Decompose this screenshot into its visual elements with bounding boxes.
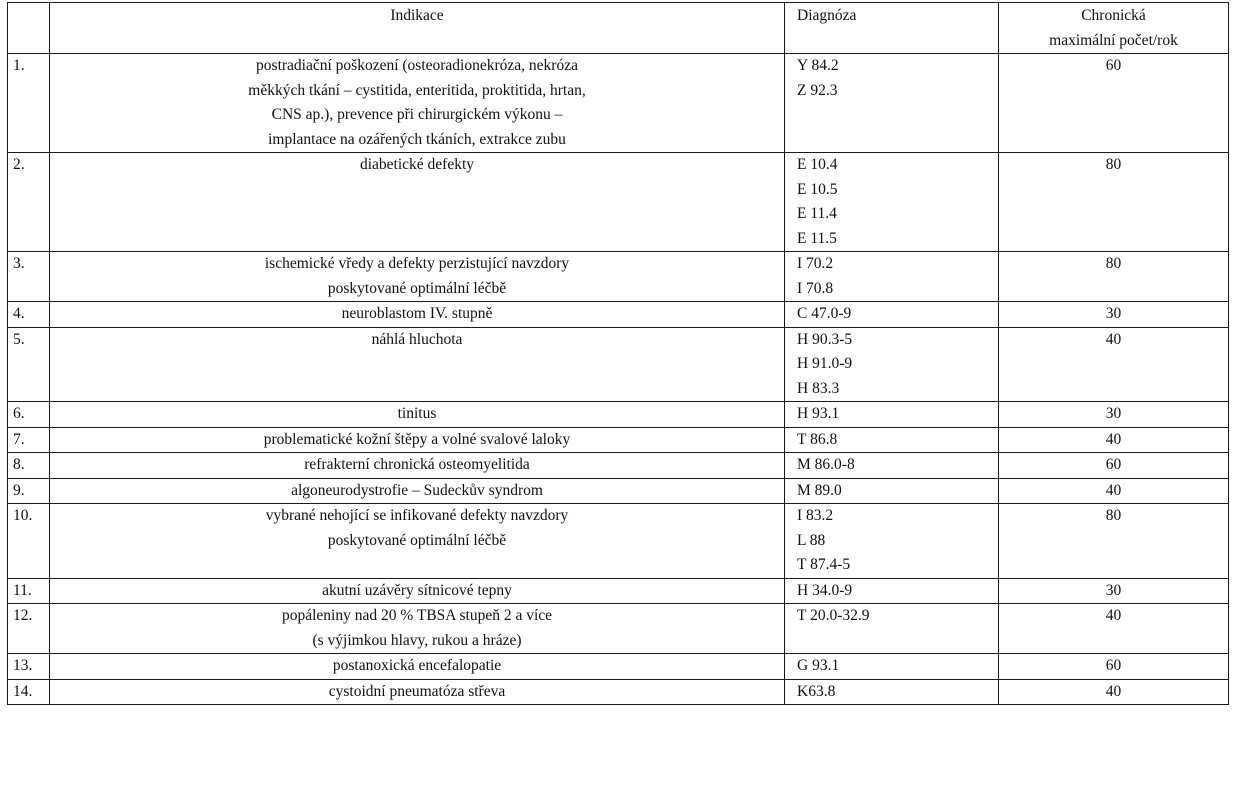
diagnosis-cell	[785, 578, 999, 604]
table-row	[8, 604, 1229, 654]
row-number-cell	[8, 679, 50, 705]
max-per-year-value: 40	[1105, 682, 1122, 700]
row-number-cell	[8, 153, 50, 252]
row-number: 6.	[13, 405, 25, 422]
diagnosis-code: M 86.0-8	[797, 456, 855, 473]
indication-text-line: neuroblastom IV. stupně	[341, 305, 493, 322]
header-diagnosis: Diagnóza	[785, 3, 999, 54]
diagnosis-cell	[785, 654, 999, 680]
diagnosis-cell	[785, 427, 999, 453]
table-row	[8, 427, 1229, 453]
row-number-cell	[8, 54, 50, 153]
indication-text-line: akutní uzávěry sítnicové tepny	[322, 581, 512, 599]
table-row	[8, 252, 1229, 302]
diagnosis-cell	[785, 402, 999, 428]
diagnosis-code: E 10.4	[797, 156, 838, 173]
max-per-year-cell	[999, 252, 1229, 302]
table-row	[8, 327, 1229, 402]
indication-cell	[50, 478, 785, 504]
indication-text-line: tinitus	[397, 405, 437, 422]
indication-cell	[50, 654, 785, 680]
indication-cell	[50, 153, 785, 252]
table-row	[8, 478, 1229, 504]
diagnosis-cell	[785, 679, 999, 705]
table-header-row	[8, 3, 1229, 54]
table-row	[8, 578, 1229, 604]
diagnosis-code: H 83.3	[797, 379, 840, 397]
diagnosis-code: L 88	[797, 531, 826, 549]
diagnosis-cell	[785, 153, 999, 252]
max-per-year-value: 40	[1105, 607, 1122, 624]
diagnosis-code: E 10.5	[797, 180, 838, 198]
diagnosis-cell	[785, 54, 999, 153]
indication-text-line: problematické kožní štěpy a volné svalové laloky	[263, 430, 571, 448]
max-per-year-value: 60	[1105, 57, 1122, 74]
max-per-year-value: 80	[1105, 156, 1122, 173]
diagnosis-code: G 93.1	[797, 657, 840, 674]
indication-cell	[50, 604, 785, 654]
row-number-cell	[8, 478, 50, 504]
diagnosis-code: Z 92.3	[797, 81, 838, 99]
row-number: 14.	[13, 682, 33, 700]
diagnosis-cell	[785, 453, 999, 479]
row-number-cell	[8, 327, 50, 402]
indication-text-line: implantace na ozářených tkáních, extrakce zubu	[268, 130, 566, 148]
table-row	[8, 679, 1229, 705]
max-per-year-value: 80	[1105, 255, 1122, 272]
header-max-per-year: Chronická maximální počet/rok	[999, 3, 1229, 54]
row-number: 13.	[13, 657, 33, 674]
row-number: 3.	[13, 255, 25, 272]
diagnosis-code: H 93.1	[797, 405, 840, 422]
diagnosis-code: H 91.0-9	[797, 355, 853, 372]
indication-text-line: diabetické defekty	[359, 156, 475, 173]
diagnosis-code: T 86.8	[797, 430, 838, 448]
table-row	[8, 302, 1229, 328]
max-per-year-value: 40	[1105, 430, 1122, 448]
diagnosis-code: E 11.4	[797, 205, 837, 222]
diagnosis-cell	[785, 327, 999, 402]
max-per-year-value: 30	[1105, 305, 1122, 322]
indication-cell	[50, 453, 785, 479]
diagnosis-cell	[785, 478, 999, 504]
diagnosis-code: I 70.2	[797, 255, 834, 272]
row-number-cell	[8, 427, 50, 453]
indication-text-line: ischemické vředy a defekty perzistující navzdory	[264, 255, 570, 272]
indication-table	[7, 2, 1229, 705]
indication-text-line: měkkých tkání – cystitida, enteritida, proktitida, hrtan,	[248, 81, 586, 99]
indication-cell	[50, 302, 785, 328]
max-per-year-value: 80	[1105, 507, 1122, 524]
row-number-cell	[8, 654, 50, 680]
indication-cell	[50, 679, 785, 705]
indication-cell	[50, 578, 785, 604]
max-per-year-cell	[999, 402, 1229, 428]
header-number	[8, 3, 50, 54]
row-number-cell	[8, 604, 50, 654]
table-row	[8, 54, 1229, 153]
max-per-year-cell	[999, 153, 1229, 252]
max-per-year-cell	[999, 478, 1229, 504]
max-per-year-cell	[999, 604, 1229, 654]
indication-text-line: (s výjimkou hlavy, rukou a hráze)	[312, 631, 522, 649]
indication-cell	[50, 54, 785, 153]
max-per-year-value: 60	[1105, 657, 1122, 674]
indication-text-line: postanoxická encefalopatie	[332, 657, 502, 674]
diagnosis-code: I 70.8	[797, 279, 834, 297]
diagnosis-code: M 89.0	[797, 481, 842, 499]
max-per-year-value: 30	[1105, 581, 1122, 599]
row-number: 12.	[13, 607, 33, 624]
indication-cell	[50, 252, 785, 302]
indication-cell	[50, 504, 785, 579]
row-number-cell	[8, 402, 50, 428]
indication-text-line: popáleniny nad 20 % TBSA stupeň 2 a více	[281, 607, 553, 624]
indication-cell	[50, 402, 785, 428]
diagnosis-cell	[785, 504, 999, 579]
table-row	[8, 654, 1229, 680]
max-per-year-value: 30	[1105, 405, 1122, 422]
max-per-year-cell	[999, 54, 1229, 153]
indication-text-line: náhlá hluchota	[371, 330, 463, 348]
table-row	[8, 402, 1229, 428]
diagnosis-code: Y 84.2	[797, 57, 839, 74]
max-per-year-value: 40	[1105, 330, 1122, 348]
max-per-year-cell	[999, 679, 1229, 705]
row-number: 7.	[13, 430, 25, 448]
diagnosis-code: T 20.0-32.9	[797, 607, 870, 624]
row-number-cell	[8, 578, 50, 604]
row-number-cell	[8, 453, 50, 479]
indication-text-line: postradiační poškození (osteoradionekróza, nekróza	[256, 57, 578, 74]
max-per-year-cell	[999, 427, 1229, 453]
indication-text-line: poskytované optimální léčbě	[327, 279, 507, 297]
diagnosis-code: T 87.4-5	[797, 556, 851, 573]
diagnosis-code: H 90.3-5	[797, 330, 853, 348]
row-number: 5.	[13, 330, 25, 348]
row-number: 1.	[13, 57, 25, 74]
max-per-year-value: 40	[1105, 481, 1122, 499]
diagnosis-cell	[785, 252, 999, 302]
max-per-year-cell	[999, 327, 1229, 402]
indication-text-line: cystoidní pneumatóza střeva	[328, 682, 506, 700]
row-number: 2.	[13, 156, 25, 173]
max-per-year-cell	[999, 302, 1229, 328]
table-body	[8, 54, 1229, 705]
diagnosis-code: C 47.0-9	[797, 305, 852, 322]
indication-cell	[50, 427, 785, 453]
table-row	[8, 504, 1229, 579]
indication-text-line: algoneurodystrofie – Sudeckův syndrom	[291, 481, 543, 499]
table-row	[8, 453, 1229, 479]
max-per-year-value: 60	[1105, 456, 1122, 473]
row-number: 9.	[13, 481, 25, 499]
diagnosis-cell	[785, 302, 999, 328]
indication-text-line: vybrané nehojící se infikované defekty navzdory	[265, 507, 569, 524]
row-number: 11.	[13, 581, 32, 599]
table-row	[8, 153, 1229, 252]
diagnosis-code: I 83.2	[797, 507, 834, 524]
row-number: 10.	[13, 507, 33, 524]
max-per-year-cell	[999, 504, 1229, 579]
row-number-cell	[8, 504, 50, 579]
diagnosis-code: E 11.5	[797, 229, 837, 247]
row-number: 4.	[13, 305, 25, 322]
header-indication: Indikace	[50, 3, 785, 54]
diagnosis-code: K63.8	[797, 682, 836, 700]
row-number-cell	[8, 302, 50, 328]
row-number-cell	[8, 252, 50, 302]
diagnosis-code: H 34.0-9	[797, 581, 853, 599]
indication-cell	[50, 327, 785, 402]
row-number: 8.	[13, 456, 25, 473]
max-per-year-cell	[999, 654, 1229, 680]
diagnosis-cell	[785, 604, 999, 654]
indication-text-line: CNS ap.), prevence při chirurgickém výkonu –	[271, 106, 563, 123]
max-per-year-cell	[999, 453, 1229, 479]
indication-text-line: refrakterní chronická osteomyelitida	[304, 456, 530, 473]
indication-text-line: poskytované optimální léčbě	[327, 531, 507, 549]
max-per-year-cell	[999, 578, 1229, 604]
